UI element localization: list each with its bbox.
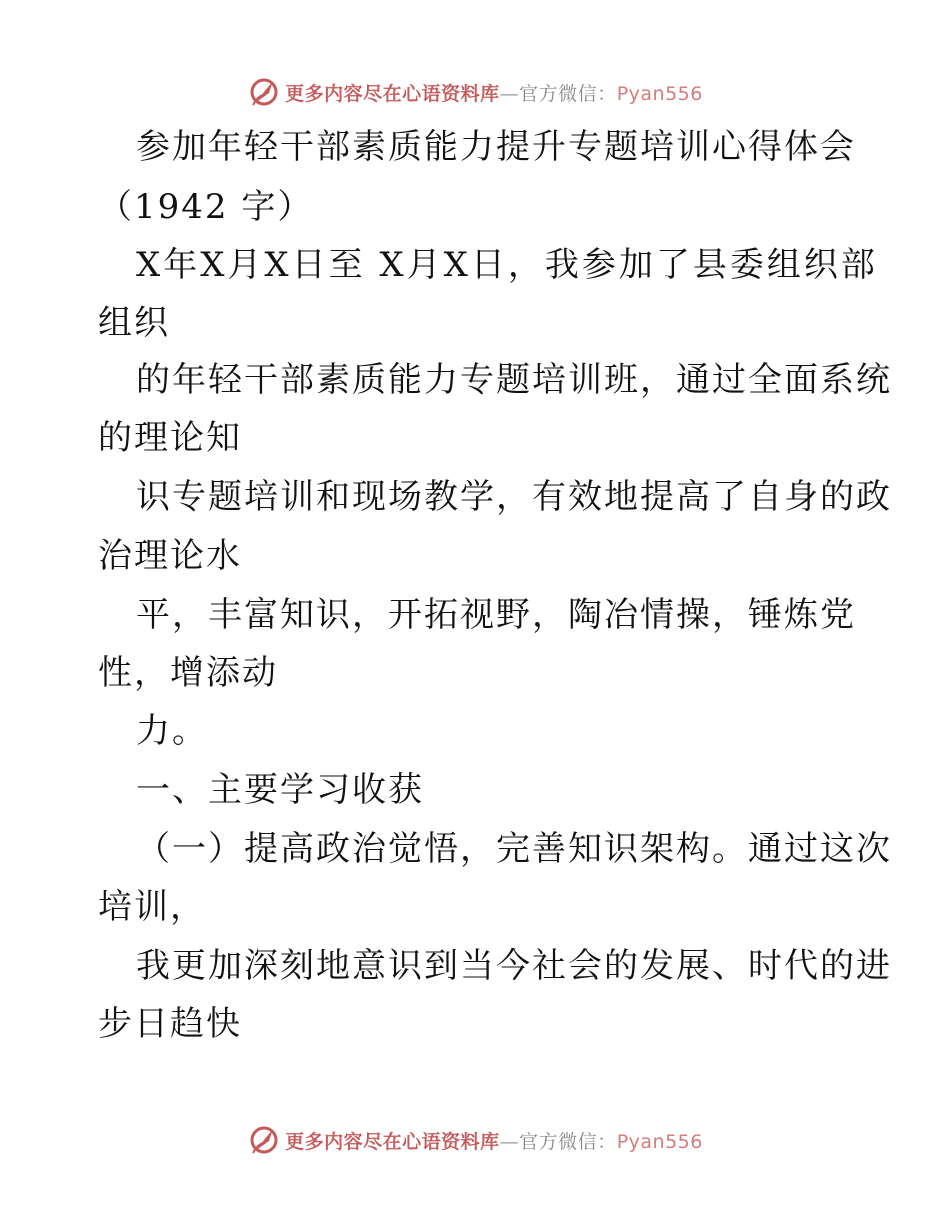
quill-logo-icon xyxy=(247,75,281,109)
subsection-heading: （一）提高政治觉悟，完善知识架构。通过这次 xyxy=(136,829,892,869)
watermark-main-text: 更多内容尽在心语资料库 xyxy=(285,1130,500,1153)
watermark-main-text: 更多内容尽在心语资料库 xyxy=(285,82,500,105)
quill-logo-icon xyxy=(247,1123,281,1157)
watermark-wechat-id: Pyan556 xyxy=(616,82,703,105)
paragraph-line: 我更加深刻地意识到当今社会的发展、时代的进 xyxy=(136,946,892,986)
paragraph-line: 步日趋快 xyxy=(98,1004,242,1044)
watermark-wechat-label: 官方微信： xyxy=(519,1130,617,1153)
paragraph-line: 识专题培训和现场教学，有效地提高了自身的政 xyxy=(136,477,892,517)
section-heading: 一、主要学习收获 xyxy=(136,770,424,810)
word-count: （1942 字） xyxy=(98,187,314,227)
paragraph-line: 治理论水 xyxy=(98,536,242,576)
paragraph-line: 的年轻干部素质能力专题培训班，通过全面系统 xyxy=(136,360,892,400)
watermark-dash: — xyxy=(499,1130,520,1153)
paragraph-line: 性，增添动 xyxy=(98,653,278,693)
footer-watermark xyxy=(0,1120,950,1160)
watermark-wechat-label: 官方微信： xyxy=(519,82,617,105)
paragraph-line: 组织 xyxy=(98,303,170,343)
paragraph-line: 平，丰富知识，开拓视野，陶冶情操，锤炼党 xyxy=(136,595,856,635)
header-watermark xyxy=(0,72,950,112)
document-title: 参加年轻干部素质能力提升专题培训心得体会 xyxy=(136,127,856,167)
paragraph-line: X年X月X日至 X月X日，我参加了县委组织部 xyxy=(136,245,878,285)
paragraph-line: 的理论知 xyxy=(98,418,242,458)
watermark-dash: — xyxy=(499,82,520,105)
watermark-wechat-id: Pyan556 xyxy=(616,1130,703,1153)
paragraph-line: 培训， xyxy=(98,887,206,927)
paragraph-line: 力。 xyxy=(136,711,208,751)
